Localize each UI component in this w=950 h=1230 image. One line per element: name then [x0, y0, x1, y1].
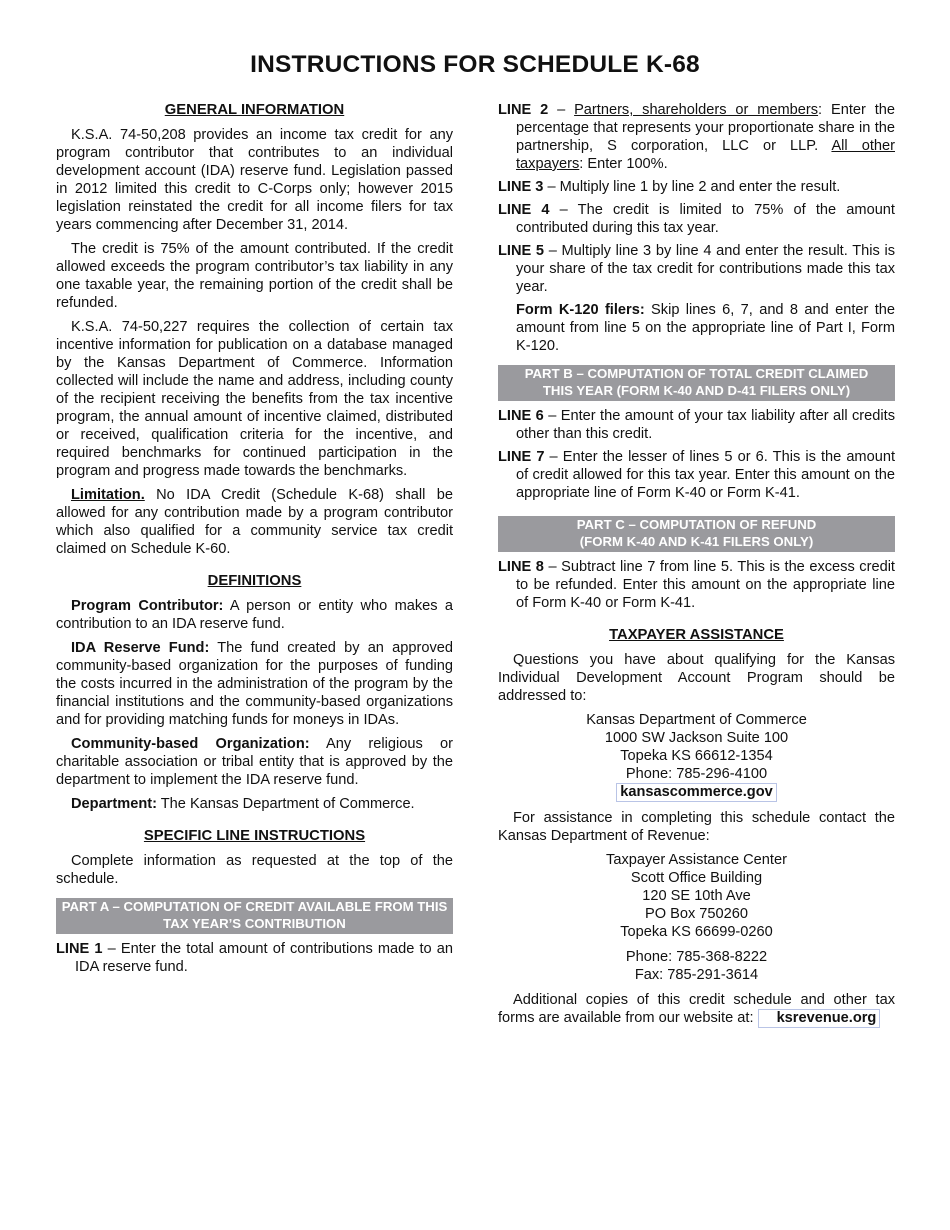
general-paragraph-1: K.S.A. 74-50,208 provides an income tax credit for any program contributor that contributes to an individual development account (IDA) reserve fund. Legislation passed in 2012 limited this credit to C-Corps only; however 2015 legislation reinstated the credit for all income filers for tax years commencing after December 31, 2014. — [56, 127, 453, 233]
assistance-paragraph-2: For assistance in completing this schedule contact the Kansas Department of Revenue: — [498, 810, 895, 844]
limitation-text: No IDA Credit (Schedule K-68) shall be allowed for any contribution made by a program contributor which also qualified for a community service tax credit claimed on Schedule K-60. — [56, 487, 453, 557]
specific-line-instructions-heading: SPECIFIC LINE INSTRUCTIONS — [143, 828, 366, 844]
part-b-banner-line-2: THIS YEAR (FORM K-40 AND D-41 FILERS ONLY) — [542, 382, 851, 398]
revenue-address-line: Scott Office Building — [630, 870, 763, 886]
definition-community-based-organization — [56, 735, 453, 789]
form-k120-note — [498, 301, 895, 355]
revenue-address-line: Topeka KS 66699-0260 — [620, 924, 773, 940]
commerce-address-line: Topeka KS 66612-1354 — [620, 748, 773, 764]
line-label: LINE 2 — [498, 102, 549, 118]
form-k120-text: Skip lines 6, 7, and 8 and enter the amount from line 5 on the appropriate line of Part I, Form K-120. — [516, 302, 895, 354]
line-label: LINE 4 — [498, 202, 550, 218]
line-label: LINE 3 — [498, 179, 544, 195]
form-k120-label: Form K-120 filers: — [516, 302, 645, 318]
general-information-heading: GENERAL INFORMATION — [164, 102, 345, 118]
revenue-address-line: PO Box 750260 — [644, 906, 749, 922]
line-2-other-term: All other taxpayers — [516, 138, 895, 172]
line-1-instruction — [56, 940, 453, 976]
general-paragraph-2: The credit is 75% of the amount contributed. If the credit allowed exceeds the program contributor’s tax liability in any one taxable year, the remaining portion of the credit shall be refunded. — [56, 241, 453, 311]
taxpayer-assistance-heading: TAXPAYER ASSISTANCE — [609, 627, 784, 643]
part-b-banner — [498, 365, 895, 401]
definition-term: Department: — [71, 796, 157, 812]
part-a-banner: PART A – COMPUTATION OF CREDIT AVAILABLE FROM THIS TAX YEAR’S CONTRIBUTION — [56, 898, 453, 934]
definition-text: The Kansas Department of Commerce. — [156, 796, 415, 812]
definition-term: Program Contributor: — [71, 598, 224, 614]
line-text-end: : Enter 100%. — [579, 156, 668, 172]
line-text: – Multiply line 1 by line 2 and enter the result. — [543, 179, 841, 195]
kansascommerce-link[interactable]: kansascommerce.gov — [616, 783, 777, 802]
line-5-instruction — [498, 242, 895, 296]
line-text: : Enter the percentage that represents your proportionate share in the partnership, S corporation, LLC or LLP. — [516, 102, 895, 154]
line-3-instruction — [498, 178, 895, 196]
part-c-banner — [498, 516, 895, 552]
revenue-phone: Phone: 785-368-8222 — [625, 949, 768, 965]
line-text: – Enter the total amount of contributions made to an IDA reserve fund. — [75, 941, 453, 975]
page-title: INSTRUCTIONS FOR SCHEDULE K-68 — [250, 51, 700, 78]
line-label: LINE 6 — [498, 408, 544, 424]
commerce-phone: Phone: 785-296-4100 — [625, 766, 768, 782]
assistance-paragraph-3 — [498, 991, 895, 1028]
definition-text: The fund created by an approved community-based organization for the purposes of funding the costs incurred in the administration of the program by the financial institutions and the community-based organizations and for providing matching funds for moneys in IDAs. — [56, 640, 453, 728]
line-label: LINE 1 — [56, 941, 103, 957]
general-paragraph-3: K.S.A. 74-50,227 requires the collection of certain tax incentive information for publication on a database managed by the Kansas Department of Commerce. Information collected will include the name and address, including county of the recipient receiving the benefits from the tax incentive program, the annual amount of incentive claimed, distributed or received, qualification criteria for the incentive, and required benchmarks for continued participation in the program and progress made towards the benchmarks. — [56, 319, 453, 479]
definitions-heading: DEFINITIONS — [207, 573, 302, 589]
line-label: LINE 5 — [498, 243, 545, 259]
limitation-label: Limitation. — [71, 487, 145, 503]
part-c-banner-line-1: PART C – COMPUTATION OF REFUND — [576, 517, 817, 532]
definition-term: Community-based Organization: — [71, 736, 310, 752]
part-b-banner-line-1: PART B – COMPUTATION OF TOTAL CREDIT CLAIMED — [524, 366, 869, 381]
line-6-instruction — [498, 407, 895, 443]
commerce-address — [498, 711, 895, 802]
definition-department — [56, 795, 453, 813]
line-text: – The credit is limited to 75% of the amount contributed during this tax year. — [516, 202, 895, 236]
definition-term: IDA Reserve Fund: — [71, 640, 210, 656]
revenue-address-line: 120 SE 10th Ave — [642, 888, 751, 904]
revenue-address — [498, 851, 895, 941]
line-label: LINE 7 — [498, 449, 545, 465]
ksrevenue-link[interactable]: ksrevenue.org — [758, 1009, 881, 1028]
commerce-address-line: 1000 SW Jackson Suite 100 — [604, 730, 789, 746]
line-text: – Enter the amount of your tax liability after all credits other than this credit. — [516, 408, 895, 442]
right-column — [498, 101, 895, 1034]
definition-text: Any religious or charitable association or tribal entity that is approved by the department to implement the IDA reserve fund. — [56, 736, 453, 788]
revenue-address-line: Taxpayer Assistance Center — [606, 852, 787, 868]
definition-text: A person or entity who makes a contribution to an IDA reserve fund. — [56, 598, 453, 632]
limitation-paragraph — [56, 486, 453, 558]
definition-ida-reserve-fund — [56, 639, 453, 729]
assistance-paragraph-3-text: Additional copies of this credit schedule and other tax forms are available from our website at: — [498, 992, 895, 1026]
line-dash: – — [548, 102, 575, 118]
line-4-instruction — [498, 201, 895, 237]
line-8-instruction — [498, 558, 895, 612]
commerce-address-line: Kansas Department of Commerce — [586, 712, 807, 728]
revenue-contact — [498, 948, 895, 984]
line-text: – Enter the lesser of lines 5 or 6. This is the amount of credit allowed for this tax year. Enter this amount on the appropriate line of Form K-40 or Form K-41. — [516, 449, 895, 501]
specific-intro: Complete information as requested at the top of the schedule. — [56, 853, 453, 887]
line-2-partners-term: Partners, shareholders or members — [574, 102, 819, 118]
definition-program-contributor — [56, 597, 453, 633]
revenue-fax: Fax: 785-291-3614 — [634, 967, 759, 983]
part-c-banner-line-2: (FORM K-40 AND K-41 FILERS ONLY) — [579, 533, 814, 549]
line-2-instruction — [498, 101, 895, 173]
line-label: LINE 8 — [498, 559, 544, 575]
line-7-instruction — [498, 448, 895, 502]
assistance-paragraph-1: Questions you have about qualifying for the Kansas Individual Development Account Program should be addressed to: — [498, 652, 895, 704]
line-text: – Multiply line 3 by line 4 and enter the result. This is your share of the tax credit for contributions made this tax year. — [516, 243, 895, 295]
line-text: – Subtract line 7 from line 5. This is the excess credit to be refunded. Enter this amount on the appropriate line of Form K-40 or Form K-41. — [516, 559, 895, 611]
left-column — [56, 101, 453, 981]
